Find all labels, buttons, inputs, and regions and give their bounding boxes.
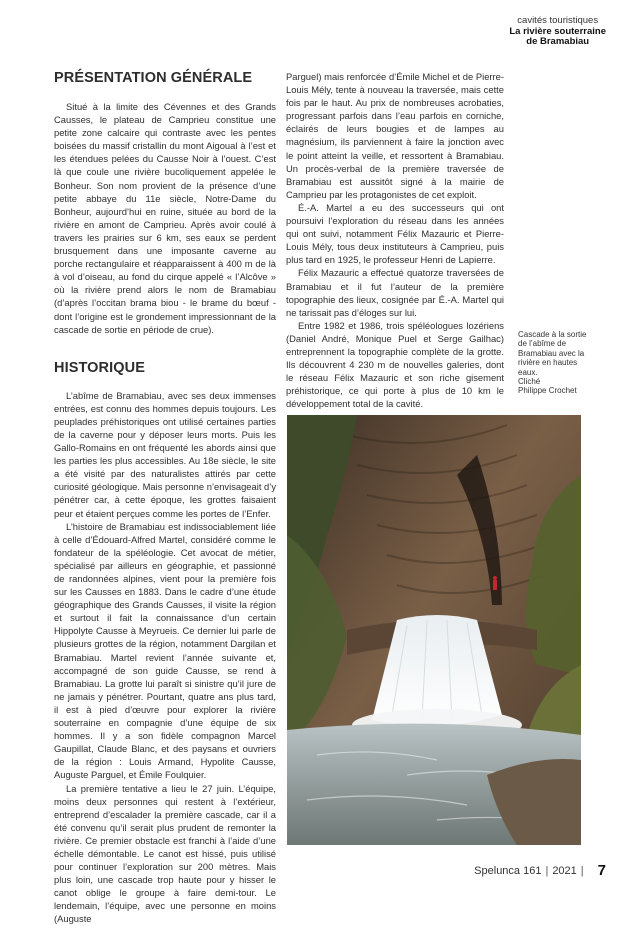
footer-year: 2021: [552, 864, 577, 877]
paragraph: L’abîme de Bramabiau, avec ses deux immenses entrées, est connu des hommes depuis toujours. Les peuplades préhistoriques ont utilisé certaines parties de la caverne pour y déposer leurs morts. Puis les Gallo-Romains en ont fréquenté les abords ainsi que les parties les plus accessibles. Au 18e siècle, le site a été visité par des naturalistes attirés par cette curiosité géologique. Mais personne n’envisageait d’y pénétrer car, à cette époque, les grottes faisaient peur et étaient perçues comme les portes de l’Enfer.: [54, 389, 277, 519]
photo-caption: [518, 330, 588, 396]
right-column: [286, 70, 504, 410]
footer-separator: |: [545, 864, 549, 877]
section-heading-historique: HISTORIQUE: [54, 359, 145, 376]
paragraph: La première tentative a lieu le 27 juin. L’équipe, moins deux personnes qui restent à l’extérieur, entreprend d’escalader la première cascade, car il a été convenu qu’il serait plus prudent de remonter la rivière. Ce premier obstacle est franchi à l’aide d’une échelle démontable. Le canot est hissé, puis utilisé pour continuer l’exploration sur 200 mètres. Mais plus loin, une cascade trop haute pour y hisser le canot oblige le groupe à faire demi-tour. Le lendemain, l’équipe, avec une personne en moins (Auguste: [54, 782, 276, 925]
caption-credit-label: Cliché: [518, 377, 541, 387]
footer-magazine: Spelunca 161: [474, 864, 542, 877]
footer-separator: |: [580, 864, 584, 877]
page-footer: [474, 862, 606, 879]
running-header: [509, 16, 606, 48]
paragraph: É.-A. Martel a eu des successeurs qui ont poursuivi l’exploration du réseau dans les années qui ont suivi, notamment Félix Mazauric et Pierre-Louis Mély, tous deux instituteurs à Camprieu, puis plus tard en 1925, le professeur Henri de Lapierre.: [286, 201, 504, 266]
section-heading-presentation: PRÉSENTATION GÉNÉRALE: [54, 70, 253, 86]
header-kicker: cavités touristiques: [517, 15, 599, 26]
waterfall-illustration: [287, 415, 581, 845]
waterfall-photo: [287, 415, 581, 845]
paragraph: Félix Mazauric a effectué quatorze traversées de Bramabiau et il fut l’auteur de la première topographie des lieux, cosignée par É.-A. Martel qui ne tarissait pas d’éloges sur lui.: [286, 267, 504, 318]
paragraph: L’histoire de Bramabiau est indissociablement liée à celle d’Édouard-Alfred Martel, considéré comme le fondateur de la spéléologie. Cet avocat de métier, spécialisé par ailleurs en géographie, et passionné de randonnées alpines, vient pour la première fois sur les Causses en 1883. Dans le cadre d’une étude géographique des Grands Causses, il visite la région et surtout il fait la connaissance d’un certain Hippolyte Causse à Meyrueis. Ce dernier lui parle de plusieurs grottes de la région, notamment Dargilan et Bramabiau. Martel revient l’année suivante et, accompagné de son guide Causse, se rend à Bramabiau. La grotte lui paraît si sinistre qu’il jure de ne jamais y pénétrer. Pourtant, quatre ans plus tard, il est à pied d’œuvre pour explorer la rivière souterraine en compagnie d’une équipe de six hommes. Il y a son fidèle compagnon Marcel Gaupillat, Claude Blanc, et des paysans et ouvriers de la région : Louis Armand, Hypolite Causse, Auguste Parguel, et Émile Foulquier.: [54, 520, 276, 781]
caption-credit-name: Philippe Crochet: [518, 386, 577, 396]
paragraph: Parguel) mais renforcée d’Émile Michel et de Pierre-Louis Mély, tente à nouveau la traversée, mais cette fois par le haut. Au prix de nombreuses acrobaties, progressant parfois dans l’eau parfois en corniche, éclairés de leurs bougies et de lampes au magnésium, ils parviennent à faire la jonction avec le point atteint la veille, et ressortent à Bramabiau. Un procès-verbal de la première traversée de Bramabiau est aussitôt signé à la mairie de Camprieu par les protagonistes de cet exploit.: [286, 71, 504, 200]
left-column: [54, 70, 276, 926]
paragraph: Situé à la limite des Cévennes et des Grands Causses, le plateau de Camprieu constitue une petite zone calcaire qui contraste avec les pentes boisées du massif cristallin du mont Aigoual à l’est et les étendues pelées du Causse Noir à l’ouest. C’est là que coule une rivière bucoliquement appelée le Bonheur. Son nom provient de la présence d’une petite abbaye du 11e siècle, Notre-Dame du Bonheur, aujourd’hui en ruine, située au bord de la rivière en amont de Camprieu. Après avoir coulé à travers les prairies sur 6 km, ses eaux se perdent brusquement dans une imposante caverne au porche rectangulaire et réapparaissent à 400 m de là à vol d’oiseau, au fond du cirque appelé « l’Alcôve » où la rivière prend alors le nom de Bramabiau (d’après l’occitan brama biou - le brame du bœuf - dont l’origine est le grondement impressionnant de la cascade de sortie en période de crue).: [54, 101, 276, 335]
page-number: 7: [597, 862, 606, 879]
header-title-line1: La rivière souterraine: [509, 25, 606, 37]
caption-text: Cascade à la sortie de l’abîme de Bramabiau avec la rivière en hautes eaux.: [518, 330, 587, 377]
header-title-line2: de Bramabiau: [526, 36, 590, 47]
paragraph: Entre 1982 et 1986, trois spéléologues lozériens (Daniel André, Monique Puel et Serge Gailhac) entreprennent la topographie complète de la grotte. Ils découvrent 4 230 m de nouvelles galeries, dont le réseau Félix Mazauric et son riche gisement préhistorique, ce qui porte à plus de 10 km le développement total de la cavité.: [286, 319, 504, 410]
